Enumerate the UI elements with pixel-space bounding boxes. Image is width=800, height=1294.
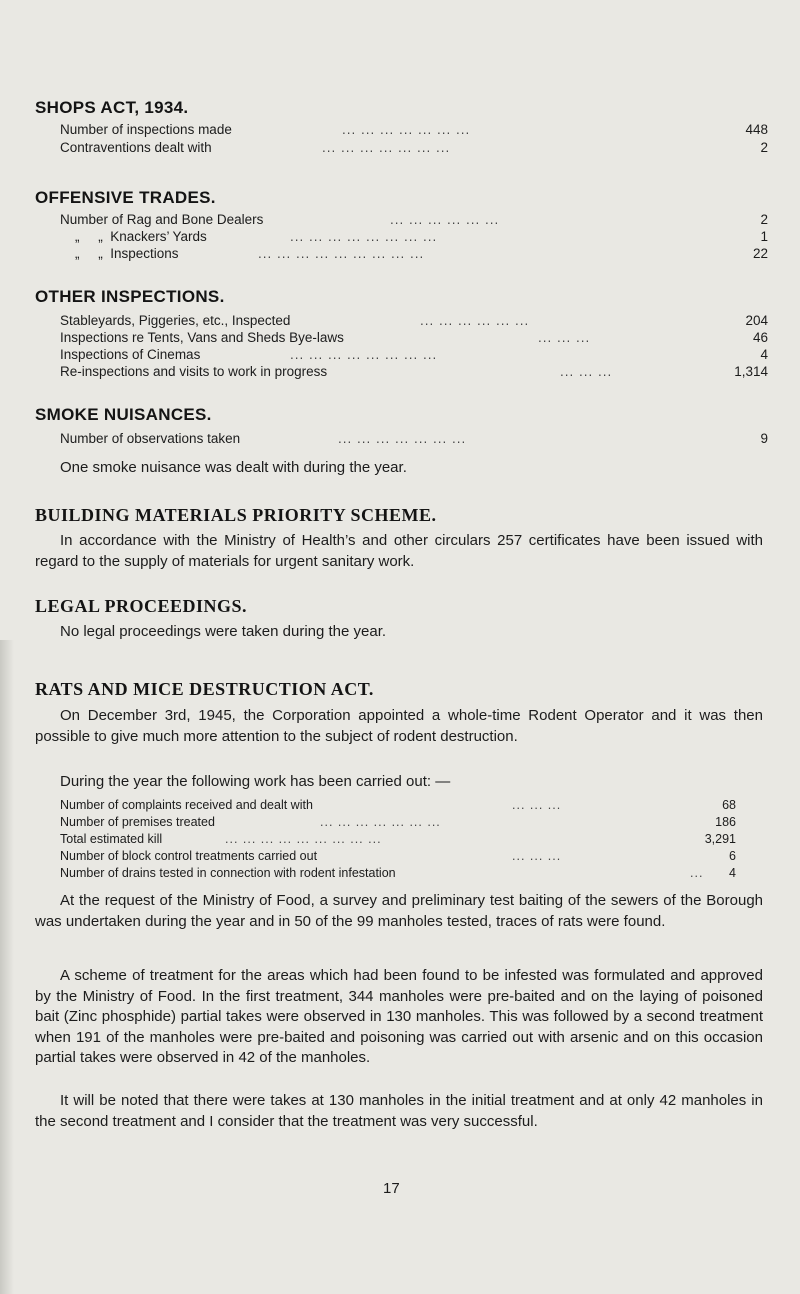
leader-dots: ... ... ... ... ... ... ... <box>322 140 451 155</box>
page-edge-shadow <box>0 640 14 1294</box>
stat-label: Re-inspections and visits to work in progress <box>60 364 328 379</box>
stat-label: Inspections of Cinemas <box>60 347 201 362</box>
leader-dots: ... ... ... ... ... ... ... ... ... <box>225 832 382 846</box>
work-row <box>60 798 736 815</box>
rats-paragraph-1: On December 3rd, 1945, the Corporation appointed a whole-time Rodent Operator and it was then possible to give much more attention to the subject of rodent destruction. <box>35 707 763 745</box>
page-number: 17 <box>383 1180 400 1197</box>
work-value: 3,291 <box>704 832 736 846</box>
work-value: 68 <box>722 798 736 812</box>
leader-dots: ... ... ... ... ... ... ... <box>320 815 441 829</box>
rats-paragraph-3: A scheme of treatment for the areas which had been found to be infested was formulated and approved by the Ministry of Food. In the first treatment, 344 manholes were pre-baited and on the laying of poisoned bait (Zinc phosphide) partial takes were observed in 130 manholes. This was followed by a second treatment when 191 of the manholes were pre-baited and poisoning was carried out with arsenic and on this occasion partial takes were observed in 42 of the manholes. <box>35 967 763 1066</box>
stat-row <box>60 330 768 347</box>
work-row <box>60 866 736 883</box>
work-label: Total estimated kill <box>60 832 163 846</box>
stat-label: „ „ Knackers’ Yards <box>60 229 207 244</box>
stat-value: 1 <box>760 229 768 244</box>
stat-label: Number of inspections made <box>60 122 232 137</box>
stat-row <box>60 313 768 330</box>
leader-dots: ... ... ... <box>512 798 562 812</box>
work-value: 186 <box>715 815 736 829</box>
stat-value: 448 <box>745 122 768 137</box>
section-heading-offensive-trades: OFFENSIVE TRADES. <box>35 188 216 207</box>
stat-value: 204 <box>745 313 768 328</box>
rats-paragraph-4: It will be noted that there were takes at 130 manholes in the initial treatment and at only 42 manholes in the second treatment and I consider that the treatment was very successful. <box>35 1092 763 1130</box>
work-label: Number of block control treatments carried out <box>60 849 318 863</box>
rats-paragraph-2: At the request of the Ministry of Food, a survey and preliminary test baiting of the sewers of the Borough was undertaken during the year and in 50 of the 99 manholes tested, traces of rats were found. <box>35 892 763 930</box>
leader-dots: ... ... ... <box>512 849 562 863</box>
stat-row <box>60 347 768 364</box>
leader-dots: ... ... ... ... ... ... ... <box>342 122 471 137</box>
work-label: Number of drains tested in connection with rodent infestation <box>60 866 396 880</box>
stat-value: 9 <box>760 431 768 446</box>
legal-paragraph: No legal proceedings were taken during the year. <box>60 623 387 640</box>
stat-value: 2 <box>760 212 768 227</box>
work-label: Number of complaints received and dealt with <box>60 798 313 812</box>
stat-label: Number of observations taken <box>60 431 241 446</box>
leader-dots: ... ... ... <box>560 364 613 379</box>
building-paragraph: In accordance with the Ministry of Health’s and other circulars 257 certificates have been issued with regard to the supply of materials for urgent sanitary work. <box>35 532 763 570</box>
stat-label: Contraventions dealt with <box>60 140 212 155</box>
stat-label: Number of Rag and Bone Dealers <box>60 212 264 227</box>
work-row <box>60 832 736 849</box>
leader-dots: ... ... ... ... ... ... ... ... ... <box>258 246 425 261</box>
stat-label: Inspections re Tents, Vans and Sheds Bye-laws <box>60 330 344 345</box>
stat-row <box>60 246 768 263</box>
section-heading-smoke-nuisances: SMOKE NUISANCES. <box>35 405 212 424</box>
leader-dots: ... ... ... ... ... ... ... ... <box>290 347 438 362</box>
stat-value: 46 <box>752 330 768 345</box>
stat-row <box>60 229 768 246</box>
rats-work-intro: During the year the following work has been carried out: — <box>60 773 451 790</box>
section-heading-rats-and-mice: RATS AND MICE DESTRUCTION ACT. <box>35 679 374 699</box>
section-heading-legal-proceedings: LEGAL PROCEEDINGS. <box>35 596 248 616</box>
stat-row <box>60 212 768 229</box>
leader-dots: ... ... ... ... ... ... ... <box>338 431 467 446</box>
work-row <box>60 815 736 832</box>
smoke-note: One smoke nuisance was dealt with during the year. <box>60 459 407 476</box>
leader-dots: ... ... ... <box>538 330 591 345</box>
stat-value: 1,314 <box>734 364 768 379</box>
stat-label: Stableyards, Piggeries, etc., Inspected <box>60 313 291 328</box>
stat-value: 2 <box>760 140 768 155</box>
section-heading-other-inspections: OTHER INSPECTIONS. <box>35 287 225 306</box>
section-heading-building-materials: BUILDING MATERIALS PRIORITY SCHEME. <box>35 505 437 525</box>
stat-row <box>60 140 768 157</box>
work-value: 6 <box>729 849 736 863</box>
stat-row <box>60 364 768 381</box>
work-value: 4 <box>729 866 736 880</box>
leader-dots: ... ... ... ... ... ... <box>420 313 530 328</box>
leader-dots: ... ... ... ... ... ... ... ... <box>290 229 438 244</box>
stat-row <box>60 122 768 139</box>
stat-label: „ „ Inspections <box>60 246 179 261</box>
stat-row <box>60 431 768 448</box>
section-heading-shops-act: SHOPS ACT, 1934. <box>35 98 189 117</box>
stat-value: 4 <box>760 347 768 362</box>
work-row <box>60 849 736 866</box>
work-label: Number of premises treated <box>60 815 215 829</box>
stat-value: 22 <box>752 246 768 261</box>
leader-dots: ... <box>690 866 704 880</box>
leader-dots: ... ... ... ... ... ... <box>390 212 500 227</box>
